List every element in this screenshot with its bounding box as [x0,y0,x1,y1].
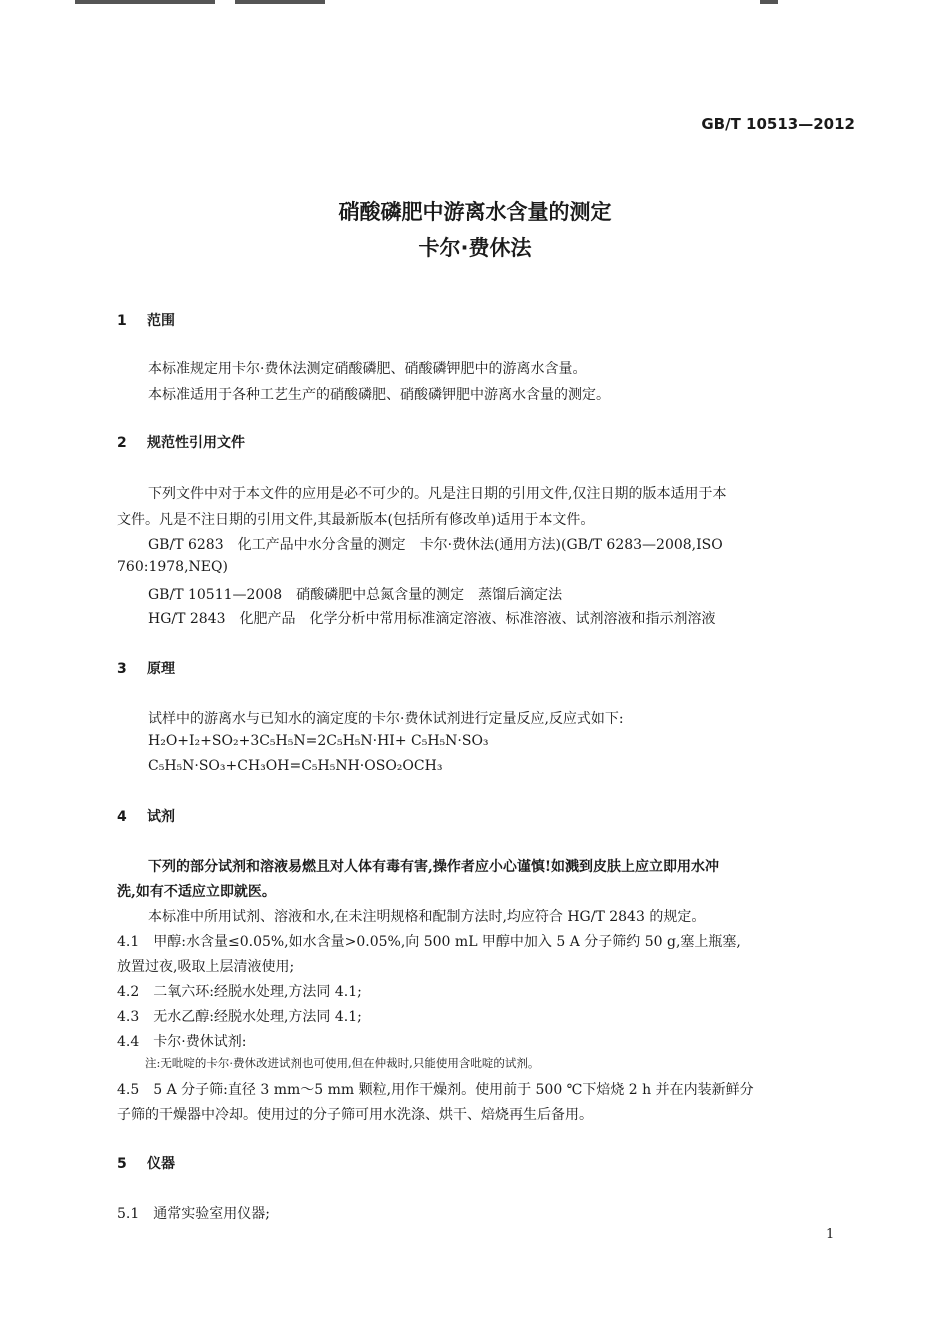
scan-artifact [75,0,215,4]
section-title: 仪器 [147,1156,175,1172]
section-4-heading [117,806,175,826]
clause-4-2: 4.2 二氧六环:经脱水处理,方法同 4.1; [117,984,362,1000]
section-title: 范围 [147,313,175,329]
warning-text: 下列的部分试剂和溶液易燃且对人体有毒有害,操作者应小心谨慎!如溅到皮肤上应立即用水冲 [148,859,720,875]
standard-code: GB/T 10513—2012 [701,115,855,133]
section-number: 4 [117,809,127,825]
clause-4-5: 4.5 5 A 分子筛:直径 3 mm～5 mm 颗粒,用作干燥剂。使用前于 500 ℃下焙烧 2 h 并在内装新鲜分 [117,1082,754,1098]
document-subtitle: 卡尔·费休法 [418,236,532,260]
paragraph: 本标准中所用试剂、溶液和水,在未注明规格和配制方法时,均应符合 HG/T 2843 的规定。 [148,909,706,925]
paragraph: 本标准适用于各种工艺生产的硝酸磷肥、硝酸磷钾肥中游离水含量的测定。 [148,387,610,403]
page-number: 1 [826,1227,835,1242]
reference-item: HG/T 2843 化肥产品 化学分析中常用标准滴定溶液、标准溶液、试剂溶液和指示剂溶液 [148,611,716,627]
paragraph: 文件。凡是不注日期的引用文件,其最新版本(包括所有修改单)适用于本文件。 [117,512,595,528]
reference-item: GB/T 6283 化工产品中水分含量的测定 卡尔·费休法(通用方法)(GB/T 6283—2008,ISO [148,537,723,553]
section-number: 1 [117,313,127,329]
clause-4-4: 4.4 卡尔·费休试剂: [117,1034,247,1050]
paragraph: 试样中的游离水与已知水的滴定度的卡尔·费休试剂进行定量反应,反应式如下: [148,711,624,727]
clause-4-1-cont: 放置过夜,吸取上层清液使用; [117,959,295,975]
section-1-heading [117,310,175,330]
clause-4-1: 4.1 甲醇:水含量≤0.05%,如水含量>0.05%,向 500 mL 甲醇中加入 5 A 分子筛约 50 g,塞上瓶塞, [117,934,741,950]
section-2-heading [117,432,245,452]
clause-4-5-cont: 子筛的干燥器中冷却。使用过的分子筛可用水洗涤、烘干、焙烧再生后备用。 [117,1107,593,1123]
section-title: 试剂 [147,809,175,825]
warning-text: 洗,如有不适应立即就医。 [117,884,276,900]
section-3-heading [117,658,175,678]
section-title: 原理 [147,661,175,677]
clause-4-3: 4.3 无水乙醇:经脱水处理,方法同 4.1; [117,1009,362,1025]
document-title: 硝酸磷肥中游离水含量的测定 [338,200,612,224]
note: 注:无吡啶的卡尔·费休改进试剂也可使用,但在仲裁时,只能使用含吡啶的试剂。 [145,1056,540,1070]
paragraph: 本标准规定用卡尔·费休法测定硝酸磷肥、硝酸磷钾肥中的游离水含量。 [148,361,587,377]
scan-artifact [235,0,325,4]
scan-artifact [760,0,778,4]
equation: C₅H₅N·SO₃+CH₃OH=C₅H₅NH·OSO₂OCH₃ [148,758,443,774]
section-5-heading [117,1153,175,1173]
section-number: 5 [117,1156,127,1172]
equation: H₂O+I₂+SO₂+3C₅H₅N=2C₅H₅N·HI+ C₅H₅N·SO₃ [148,733,489,749]
clause-5-1: 5.1 通常实验室用仪器; [117,1206,270,1222]
section-title: 规范性引用文件 [147,435,245,451]
section-number: 3 [117,661,127,677]
reference-item: GB/T 10511—2008 硝酸磷肥中总氮含量的测定 蒸馏后滴定法 [148,587,563,603]
section-number: 2 [117,435,127,451]
reference-item: 760:1978,NEQ) [117,559,228,575]
paragraph: 下列文件中对于本文件的应用是必不可少的。凡是注日期的引用文件,仅注日期的版本适用于本 [148,486,727,502]
